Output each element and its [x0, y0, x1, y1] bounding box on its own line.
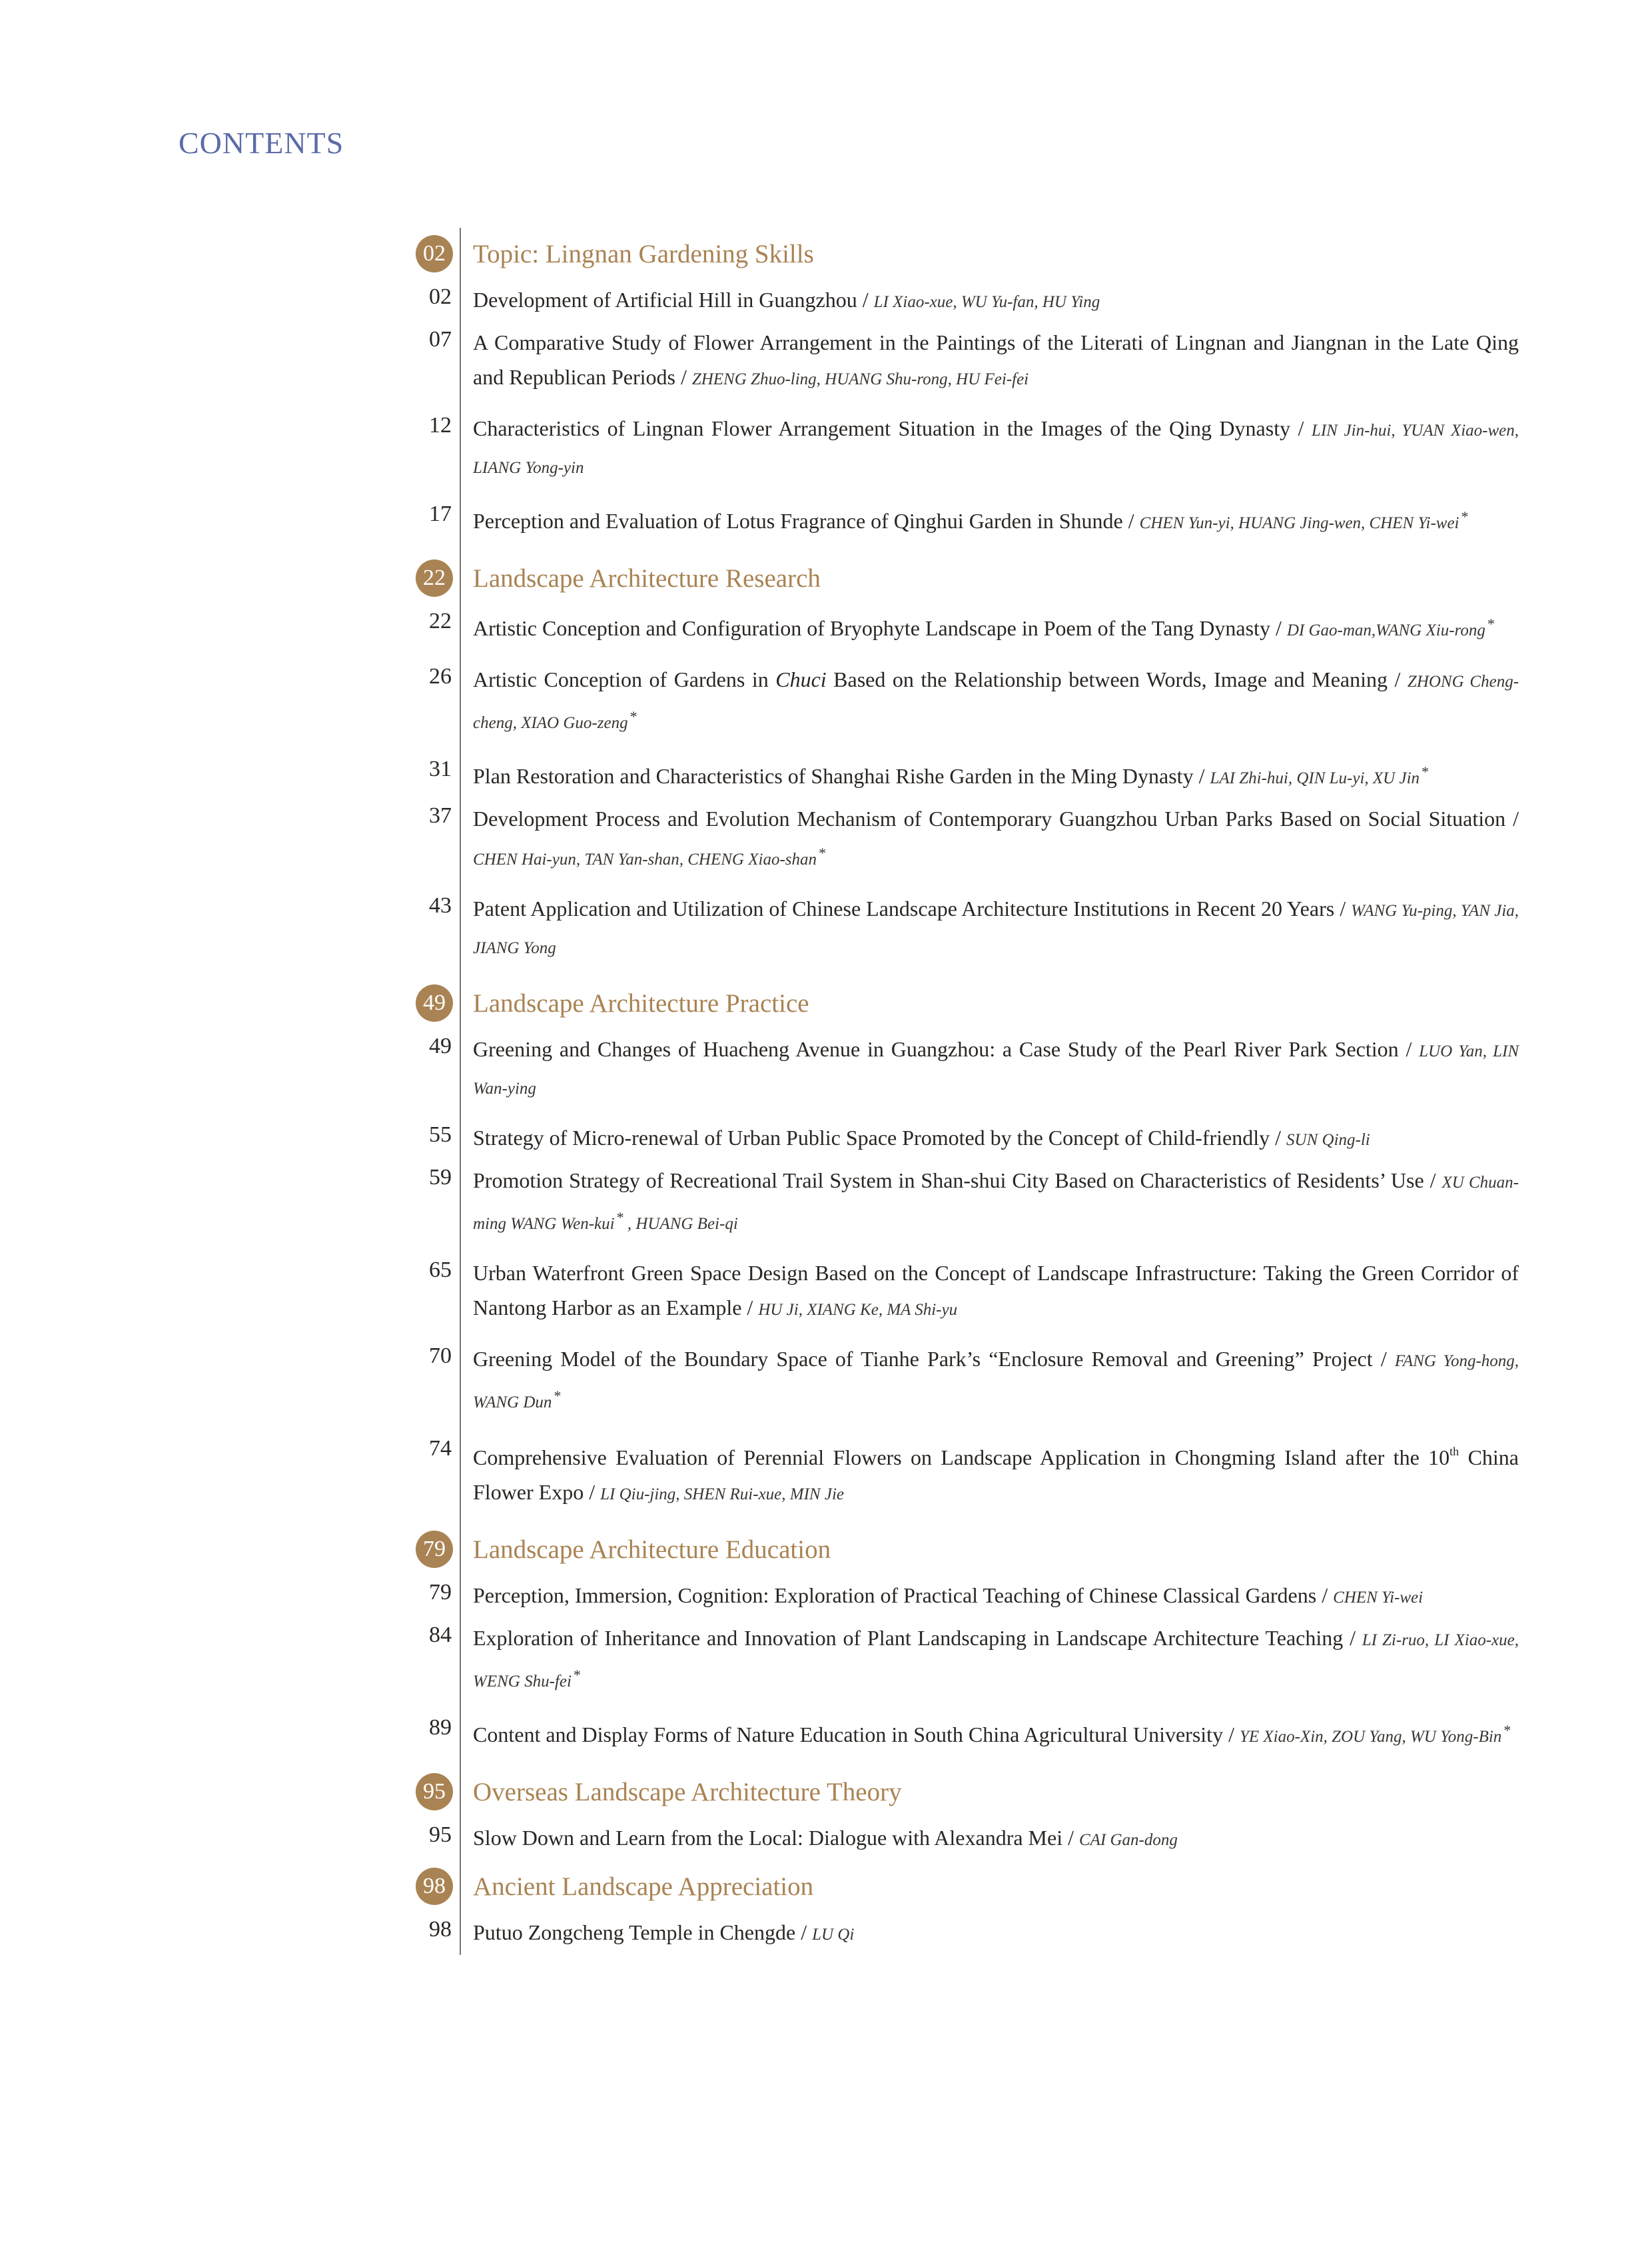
corresponding-author-mark: *	[1486, 615, 1494, 632]
entry-authors: SUN Qing-li	[1286, 1131, 1370, 1149]
entry-number-column	[373, 1818, 460, 1860]
corresponding-author-mark: *	[553, 1387, 561, 1404]
entry-number-column	[373, 604, 460, 659]
corresponding-author-mark: *	[572, 1667, 580, 1683]
entry-number-column	[373, 1029, 460, 1118]
entry-authors: FANG Yong-hong, WANG Dun*	[473, 1352, 1519, 1411]
corresponding-author-mark: *	[1503, 1722, 1511, 1738]
entry-separator: /	[1193, 764, 1210, 788]
entry-separator: /	[1424, 1168, 1442, 1192]
entry-authors: LI Xiao-xue, WU Yu-fan, HU Ying	[873, 293, 1100, 311]
toc-entry	[373, 1618, 1519, 1710]
toc-entry	[373, 889, 1519, 977]
entry-title: Exploration of Inheritance and Innovation of Plant Landscaping in Landscape Architecture Teaching	[473, 1626, 1344, 1650]
entry-separator: /	[1290, 416, 1312, 440]
entry-text	[460, 604, 1519, 659]
entry-separator: /	[1398, 1037, 1420, 1061]
entry-authors: WANG Yu-ping, YAN Jia, JIANG Yong	[473, 902, 1519, 957]
entry-page-number: 59	[429, 1165, 452, 1190]
corresponding-author-mark: *	[1421, 763, 1429, 780]
entry-page-number: 12	[429, 413, 452, 438]
entry-title: Plan Restoration and Characteristics of Shanghai Rishe Garden in the Ming Dynasty	[473, 764, 1194, 788]
entry-title: Greening Model of the Boundary Space of Tianhe Park’s “Enclosure Removal and Greening” Project	[473, 1347, 1373, 1371]
entry-authors: LUO Yan, LIN Wan-ying	[473, 1042, 1519, 1098]
section-header	[373, 1766, 1519, 1818]
entry-page-number: 26	[429, 664, 452, 689]
toc-entry	[373, 799, 1519, 889]
entry-page-number: 55	[429, 1122, 452, 1147]
corresponding-author-mark: *	[629, 708, 637, 725]
entry-number-column	[373, 1912, 460, 1955]
entry-text	[460, 1575, 1519, 1618]
entry-text	[460, 889, 1519, 977]
entry-text	[460, 1339, 1519, 1431]
table-of-contents	[373, 228, 1519, 1955]
entry-text	[460, 408, 1519, 497]
entry-text	[460, 799, 1519, 889]
entry-title: Artistic Conception and Configuration of Bryophyte Landscape in Poem of the Tang Dynasty	[473, 616, 1270, 640]
entry-separator: /	[795, 1920, 813, 1944]
entry-text	[460, 752, 1519, 799]
section-title: Ancient Landscape Appreciation	[460, 1860, 1519, 1912]
section-title: Topic: Lingnan Gardening Skills	[460, 228, 1519, 280]
entry-authors: LAI Zhi-hui, QIN Lu-yi, XU Jin*	[1210, 763, 1429, 787]
toc-entry	[373, 604, 1519, 659]
entry-number-column	[373, 889, 460, 977]
entry-title: Perception and Evaluation of Lotus Fragrance of Qinghui Garden in Shunde	[473, 509, 1123, 533]
toc-entry	[373, 280, 1519, 322]
toc-entry	[373, 1575, 1519, 1618]
entry-text	[460, 497, 1519, 552]
section-title: Overseas Landscape Architecture Theory	[460, 1766, 1519, 1818]
entry-title: Greening and Changes of Huacheng Avenue in Guangzhou: a Case Study of the Pearl River Park Section	[473, 1037, 1399, 1061]
entry-page-number: 02	[429, 284, 452, 309]
entry-title: Comprehensive Evaluation of Perennial Flowers on Landscape Application in Chongming Island after the 10th China Flower Expo	[473, 1445, 1519, 1504]
entry-text	[460, 1431, 1519, 1523]
entry-separator: /	[1270, 1126, 1287, 1150]
entry-page-number: 31	[429, 757, 452, 781]
entry-text	[460, 322, 1519, 408]
section-header	[373, 1523, 1519, 1575]
entry-title-superscript: th	[1449, 1445, 1459, 1458]
entry-separator: /	[1505, 807, 1519, 831]
entry-separator: /	[675, 365, 692, 389]
entry-number-column	[373, 280, 460, 322]
page-title: CONTENTS	[179, 126, 344, 160]
entry-separator: /	[1334, 897, 1352, 921]
entry-authors: CHEN Hai-yun, TAN Yan-shan, CHENG Xiao-shan*	[473, 845, 826, 869]
entry-page-number: 98	[429, 1917, 452, 1942]
entry-separator: /	[584, 1480, 601, 1504]
entry-text	[460, 1118, 1519, 1160]
section-title: Landscape Architecture Practice	[460, 977, 1519, 1029]
toc-entry	[373, 752, 1519, 799]
entry-separator: /	[1388, 667, 1408, 691]
entry-title: Urban Waterfront Green Space Design Based on the Concept of Landscape Infrastructure: Taking the Green Corridor of Nantong Harbor as an Example	[473, 1261, 1519, 1319]
entry-number-column	[373, 408, 460, 497]
section-page-badge: 95	[416, 1773, 453, 1810]
toc-entry	[373, 497, 1519, 552]
entry-title: Patent Application and Utilization of Chinese Landscape Architecture Institutions in Recent 20 Years	[473, 897, 1335, 921]
entry-number-column	[373, 1431, 460, 1523]
entry-number-column	[373, 799, 460, 889]
entry-number-column	[373, 497, 460, 552]
entry-text	[460, 1160, 1519, 1253]
entry-page-number: 84	[429, 1623, 452, 1647]
entry-authors: YE Xiao-Xin, ZOU Yang, WU Yong-Bin*	[1239, 1722, 1511, 1746]
entry-separator: /	[1062, 1826, 1079, 1850]
entry-page-number: 07	[429, 327, 452, 352]
toc-entry	[373, 1431, 1519, 1523]
entry-page-number: 22	[429, 609, 452, 633]
entry-number-column	[373, 1160, 460, 1253]
entry-title: Characteristics of Lingnan Flower Arrangement Situation in the Images of the Qing Dynasty	[473, 416, 1291, 440]
corresponding-author-mark: *	[1460, 508, 1468, 525]
entry-number-column	[373, 1118, 460, 1160]
toc-entry	[373, 322, 1519, 408]
entry-separator: /	[857, 288, 874, 312]
entry-title: Artistic Conception of Gardens in Chuci Based on the Relationship between Words, Image and Meaning	[473, 667, 1388, 691]
entry-number-column	[373, 1618, 460, 1710]
entry-page-number: 89	[429, 1715, 452, 1740]
entry-separator: /	[741, 1296, 759, 1319]
toc-entry	[373, 1253, 1519, 1339]
toc-entry	[373, 408, 1519, 497]
section-header	[373, 552, 1519, 604]
entry-number-column	[373, 1339, 460, 1431]
entry-authors: DI Gao-man,WANG Xiu-rong*	[1286, 615, 1494, 639]
entry-page-number: 95	[429, 1822, 452, 1847]
entry-title: Strategy of Micro-renewal of Urban Public Space Promoted by the Concept of Child-friendly	[473, 1126, 1270, 1150]
corresponding-author-mark: *	[818, 845, 826, 861]
section-page-badge: 22	[416, 560, 453, 597]
entry-title: Development Process and Evolution Mechanism of Contemporary Guangzhou Urban Parks Based on Social Situation	[473, 807, 1506, 831]
entry-authors: ZHONG Cheng-cheng, XIAO Guo-zeng*	[473, 673, 1519, 732]
entry-text	[460, 1029, 1519, 1118]
entry-text	[460, 1710, 1519, 1766]
toc-entry	[373, 1339, 1519, 1431]
entry-separator: /	[1343, 1626, 1362, 1650]
entry-number-column	[373, 659, 460, 752]
section-page-badge: 49	[416, 984, 453, 1022]
entry-page-number: 49	[429, 1034, 452, 1058]
entry-number-column	[373, 1710, 460, 1766]
entry-text	[460, 1818, 1519, 1860]
entry-page-number: 70	[429, 1343, 452, 1368]
entry-authors: HU Ji, XIANG Ke, MA Shi-yu	[758, 1301, 958, 1319]
entry-number-column	[373, 322, 460, 408]
entry-title: Development of Artificial Hill in Guangzhou	[473, 288, 857, 312]
entry-authors: XU Chuan-ming WANG Wen-kui* , HUANG Bei-qi	[473, 1174, 1519, 1233]
entry-title: Content and Display Forms of Nature Education in South China Agricultural University	[473, 1722, 1224, 1746]
toc-entry	[373, 1710, 1519, 1766]
entry-title: Promotion Strategy of Recreational Trail System in Shan-shui City Based on Characteristics of Residents’ Use	[473, 1168, 1424, 1192]
entry-text	[460, 1912, 1519, 1955]
section-header	[373, 228, 1519, 280]
section-page-badge: 02	[416, 235, 453, 272]
entry-authors: ZHENG Zhuo-ling, HUANG Shu-rong, HU Fei-fei	[691, 370, 1029, 388]
entry-page-number: 43	[429, 893, 452, 918]
section-header	[373, 977, 1519, 1029]
section-title: Landscape Architecture Research	[460, 552, 1519, 604]
entry-authors: LI Qiu-jing, SHEN Rui-xue, MIN Jie	[600, 1485, 844, 1503]
toc-entry	[373, 1160, 1519, 1253]
entry-text	[460, 659, 1519, 752]
entry-text	[460, 1618, 1519, 1710]
entry-authors: LI Zi-ruo, LI Xiao-xue, WENG Shu-fei*	[473, 1631, 1519, 1690]
entry-authors: LU Qi	[812, 1926, 855, 1944]
toc-entry	[373, 1029, 1519, 1118]
entry-title-emphasis: Chuci	[775, 667, 827, 691]
entry-separator: /	[1122, 509, 1140, 533]
section-title: Landscape Architecture Education	[460, 1523, 1519, 1575]
entry-number-column	[373, 1253, 460, 1339]
section-page-badge: 79	[416, 1531, 453, 1568]
section-page-badge: 98	[416, 1868, 453, 1905]
entry-page-number: 37	[429, 803, 452, 828]
section-header	[373, 1860, 1519, 1912]
entry-number-column	[373, 1575, 460, 1618]
entry-page-number: 17	[429, 502, 452, 526]
entry-separator: /	[1270, 616, 1287, 640]
entry-authors: CHEN Yun-yi, HUANG Jing-wen, CHEN Yi-wei*	[1139, 508, 1468, 532]
entry-separator: /	[1372, 1347, 1395, 1371]
entry-page-number: 74	[429, 1436, 452, 1461]
entry-authors: LIN Jin-hui, YUAN Xiao-wen, LIANG Yong-yin	[473, 422, 1519, 477]
corresponding-author-mark: *	[616, 1209, 623, 1226]
entry-number-column	[373, 752, 460, 799]
entry-title: A Comparative Study of Flower Arrangement in the Paintings of the Literati of Lingnan and Jiangnan in the Late Qing and Republican Periods	[473, 330, 1519, 389]
toc-entry	[373, 1818, 1519, 1860]
toc-entry	[373, 659, 1519, 752]
entry-authors: CAI Gan-dong	[1078, 1831, 1178, 1849]
entry-text	[460, 280, 1519, 322]
toc-entry	[373, 1912, 1519, 1955]
entry-page-number: 65	[429, 1258, 452, 1282]
entry-text	[460, 1253, 1519, 1339]
entry-separator: /	[1316, 1583, 1334, 1607]
entry-authors: CHEN Yi-wei	[1333, 1589, 1424, 1607]
entry-title: Slow Down and Learn from the Local: Dialogue with Alexandra Mei	[473, 1826, 1063, 1850]
entry-title: Putuo Zongcheng Temple in Chengde	[473, 1920, 796, 1944]
entry-separator: /	[1223, 1722, 1240, 1746]
entry-title: Perception, Immersion, Cognition: Exploration of Practical Teaching of Chinese Classical Gardens	[473, 1583, 1317, 1607]
toc-entry	[373, 1118, 1519, 1160]
entry-page-number: 79	[429, 1580, 452, 1605]
